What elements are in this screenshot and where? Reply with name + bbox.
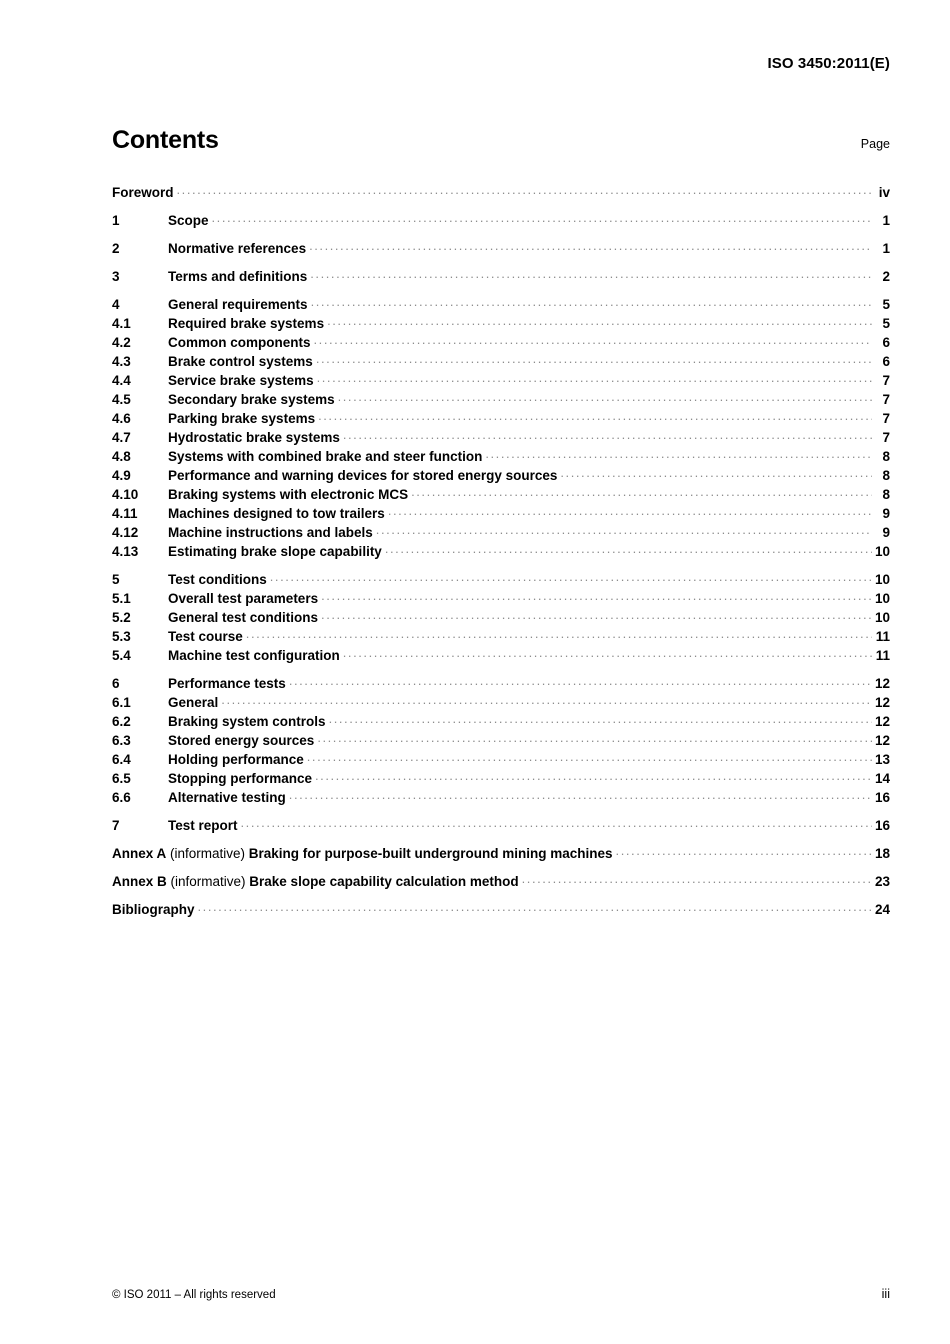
- toc-entry-label: Machine test configuration: [168, 647, 340, 663]
- toc-entry-label: General requirements: [168, 296, 308, 312]
- toc-entry[interactable]: [112, 816, 890, 835]
- toc-entry-page: 1: [882, 212, 890, 228]
- toc-entry-number: 3: [112, 268, 120, 284]
- toc-entry-number: 6.6: [112, 789, 131, 805]
- annex-title: Brake slope capability calculation method: [245, 873, 519, 889]
- toc-entry[interactable]: [112, 485, 890, 504]
- dot-leader: [485, 447, 872, 461]
- toc-entry-label: Performance and warning devices for stored energy sources: [168, 467, 558, 483]
- toc-entry-number: 7: [112, 817, 120, 833]
- toc-entry[interactable]: [112, 693, 890, 712]
- toc-entry-page: 23: [874, 873, 890, 889]
- toc-entry-page: iv: [878, 184, 890, 200]
- dot-leader: [270, 570, 872, 584]
- toc-entry-number: 5.3: [112, 628, 131, 644]
- toc-entry[interactable]: [112, 333, 890, 352]
- toc-entry-label: Hydrostatic brake systems: [168, 429, 340, 445]
- toc-entry[interactable]: [112, 390, 890, 409]
- dot-leader: [289, 788, 872, 802]
- dot-leader: [317, 731, 872, 745]
- dot-leader: [198, 900, 872, 914]
- toc-entry[interactable]: [112, 589, 890, 608]
- toc-entry-number: 1: [112, 212, 120, 228]
- dot-leader: [310, 267, 872, 281]
- toc-entry-number: 4.9: [112, 467, 131, 483]
- dot-leader: [241, 816, 872, 830]
- toc-entry-number: 4.4: [112, 372, 131, 388]
- toc-entry-page: 10: [874, 543, 890, 559]
- toc-entry-page: 12: [874, 732, 890, 748]
- annex-prefix: Annex A: [112, 845, 167, 861]
- toc-entry-label: Test course: [168, 628, 243, 644]
- toc-entry-label: [112, 875, 522, 889]
- toc-entry-page: 14: [874, 770, 890, 786]
- running-header: [112, 55, 890, 72]
- dot-leader: [316, 352, 872, 366]
- dot-leader: [315, 769, 872, 783]
- toc-entry-number: 4.11: [112, 505, 138, 521]
- toc-entry-number: 5.4: [112, 647, 131, 663]
- dot-leader: [246, 627, 872, 641]
- toc-entry-number: 4.8: [112, 448, 131, 464]
- page-title: Contents: [112, 126, 219, 154]
- toc-entry-page: 18: [874, 845, 890, 861]
- toc-entry[interactable]: [112, 504, 890, 523]
- toc-entry[interactable]: [112, 183, 890, 202]
- toc-entry-page: 10: [874, 571, 890, 587]
- toc-entry-label: Braking systems with electronic MCS: [168, 486, 409, 502]
- toc-entry-label: Required brake systems: [168, 315, 325, 331]
- toc-entry-number: 4.6: [112, 410, 131, 426]
- toc-entry-label: Stored energy sources: [168, 732, 315, 748]
- toc-entry-page: 9: [882, 524, 890, 540]
- toc-entry[interactable]: [112, 239, 890, 258]
- toc-entry[interactable]: [112, 608, 890, 627]
- toc-entry[interactable]: [112, 712, 890, 731]
- page-column-header: Page: [860, 137, 890, 151]
- toc-entry-page: 10: [874, 609, 890, 625]
- toc-entry-page: 16: [874, 817, 890, 833]
- toc-annex-entry[interactable]: [112, 844, 890, 863]
- toc-entry-number: 4.7: [112, 429, 131, 445]
- page-footer: [112, 1287, 890, 1301]
- dot-leader: [311, 295, 872, 309]
- toc-entry-number: 5: [112, 571, 120, 587]
- annex-note: (informative): [166, 873, 246, 889]
- toc-entry-number: 4.12: [112, 524, 139, 540]
- toc-entry[interactable]: [112, 409, 890, 428]
- dot-leader: [314, 333, 872, 347]
- dot-leader: [522, 872, 872, 886]
- toc-entry-page: 13: [874, 751, 890, 767]
- toc-entry-number: 6: [112, 675, 120, 691]
- toc-entry-number: 2: [112, 240, 120, 256]
- toc-entry-page: 11: [875, 628, 890, 644]
- dot-leader: [385, 542, 872, 556]
- toc-entry-page: 8: [882, 448, 890, 464]
- toc-annex-entry[interactable]: [112, 872, 890, 891]
- toc-entry-number: 4.2: [112, 334, 131, 350]
- toc-entry-page: 7: [882, 429, 890, 445]
- toc-entry-label: Machines designed to tow trailers: [168, 505, 385, 521]
- dot-leader: [560, 466, 872, 480]
- dot-leader: [321, 608, 872, 622]
- copyright-notice: © ISO 2011 – All rights reserved: [112, 1289, 276, 1301]
- toc-entry-page: 6: [882, 334, 890, 350]
- toc-entry-label: Brake control systems: [168, 353, 313, 369]
- toc-entry-page: 7: [882, 372, 890, 388]
- toc-entry-page: 6: [882, 353, 890, 369]
- toc-entry-label: Systems with combined brake and steer function: [168, 448, 483, 464]
- toc-entry-page: 7: [882, 410, 890, 426]
- toc-entry-page: 12: [874, 675, 890, 691]
- dot-leader: [329, 712, 872, 726]
- toc-entry[interactable]: [112, 646, 890, 665]
- annex-note: (informative): [166, 845, 246, 861]
- toc-entry-number: 4.10: [112, 486, 139, 502]
- footer-page-number: iii: [881, 1287, 890, 1301]
- toc-entry-number: 6.1: [112, 694, 131, 710]
- toc-entry-number: 6.3: [112, 732, 131, 748]
- toc-entry-number: 4.5: [112, 391, 131, 407]
- toc-entry-page: 10: [874, 590, 890, 606]
- toc-entry[interactable]: [112, 769, 890, 788]
- toc-entry-number: 5.1: [112, 590, 131, 606]
- toc-entry[interactable]: [112, 750, 890, 769]
- table-of-contents: [112, 183, 890, 919]
- dot-leader: [388, 504, 872, 518]
- dot-leader: [411, 485, 872, 499]
- standard-reference: ISO 3450:2011(E): [767, 55, 890, 72]
- toc-entry-number: 5.2: [112, 609, 131, 625]
- toc-entry-number: 4.3: [112, 353, 131, 369]
- toc-entry-page: 5: [882, 296, 890, 312]
- toc-entry-label: Test conditions: [168, 571, 267, 587]
- toc-entry-number: 4: [112, 296, 120, 312]
- toc-entry-label: Bibliography: [112, 901, 195, 917]
- toc-entry[interactable]: [112, 267, 890, 286]
- toc-entry-page: 2: [882, 268, 890, 284]
- toc-entry-number: 4.1: [112, 315, 131, 331]
- toc-entry-label: Braking system controls: [168, 713, 326, 729]
- contents-header-row: [112, 126, 890, 155]
- toc-entry-page: 1: [882, 240, 890, 256]
- toc-entry-number: 6.5: [112, 770, 131, 786]
- annex-title: Braking for purpose-built underground mining machines: [245, 845, 613, 861]
- toc-entry[interactable]: [112, 542, 890, 561]
- toc-entry-label: Terms and definitions: [168, 268, 308, 284]
- toc-entry[interactable]: [112, 428, 890, 447]
- toc-entry-number: 6.2: [112, 713, 131, 729]
- toc-entry[interactable]: [112, 627, 890, 646]
- dot-leader: [616, 844, 872, 858]
- toc-entry[interactable]: [112, 466, 890, 485]
- toc-entry[interactable]: [112, 731, 890, 750]
- toc-entry-page: 8: [882, 486, 890, 502]
- toc-entry[interactable]: [112, 295, 890, 314]
- toc-entry-number: 4.13: [112, 543, 139, 559]
- dot-leader: [307, 750, 872, 764]
- toc-entry-label: Alternative testing: [168, 789, 286, 805]
- dot-leader: [309, 239, 872, 253]
- dot-leader: [221, 693, 872, 707]
- toc-entry-label: Overall test parameters: [168, 590, 319, 606]
- toc-entry-label: Service brake systems: [168, 372, 314, 388]
- dot-leader: [343, 428, 872, 442]
- toc-entry[interactable]: [112, 447, 890, 466]
- annex-prefix: Annex B: [112, 873, 167, 889]
- toc-entry-label: General: [168, 694, 219, 710]
- toc-entry-page: 5: [882, 315, 890, 331]
- toc-entry-label: Holding performance: [168, 751, 304, 767]
- toc-entry[interactable]: [112, 352, 890, 371]
- toc-entry-label: Stopping performance: [168, 770, 313, 786]
- toc-entry-page: 9: [882, 505, 890, 521]
- toc-entry-label: Test report: [168, 817, 238, 833]
- dot-leader: [321, 589, 872, 603]
- toc-entry[interactable]: [112, 788, 890, 807]
- toc-entry-page: 12: [874, 713, 890, 729]
- toc-entry-label: General test conditions: [168, 609, 319, 625]
- dot-leader: [317, 371, 872, 385]
- dot-leader: [338, 390, 872, 404]
- toc-entry[interactable]: [112, 211, 890, 230]
- toc-entry-label: Secondary brake systems: [168, 391, 335, 407]
- dot-leader: [327, 314, 872, 328]
- toc-entry-label: Normative references: [168, 240, 307, 256]
- dot-leader: [177, 183, 872, 197]
- toc-entry-page: 7: [882, 391, 890, 407]
- dot-leader: [318, 409, 872, 423]
- dot-leader: [289, 674, 872, 688]
- toc-entry-label: Scope: [168, 212, 209, 228]
- toc-bibliography-entry[interactable]: [112, 900, 890, 919]
- toc-entry[interactable]: [112, 674, 890, 693]
- toc-entry-page: 11: [875, 647, 890, 663]
- toc-entry-label: Machine instructions and labels: [168, 524, 373, 540]
- dot-leader: [376, 523, 872, 537]
- toc-entry-page: 16: [874, 789, 890, 805]
- toc-entry-label: Parking brake systems: [168, 410, 316, 426]
- dot-leader: [343, 646, 872, 660]
- dot-leader: [212, 211, 872, 225]
- toc-entry-label: [112, 847, 616, 861]
- toc-entry-number: 6.4: [112, 751, 131, 767]
- toc-entry-page: 24: [874, 901, 890, 917]
- toc-entry-label: Common components: [168, 334, 311, 350]
- toc-entry[interactable]: [112, 570, 890, 589]
- toc-entry[interactable]: [112, 371, 890, 390]
- toc-entry-page: 8: [882, 467, 890, 483]
- toc-entry-label: Foreword: [112, 184, 174, 200]
- toc-entry-label: Estimating brake slope capability: [168, 543, 382, 559]
- toc-entry[interactable]: [112, 314, 890, 333]
- toc-entry-label: Performance tests: [168, 675, 286, 691]
- toc-entry[interactable]: [112, 523, 890, 542]
- toc-entry-page: 12: [874, 694, 890, 710]
